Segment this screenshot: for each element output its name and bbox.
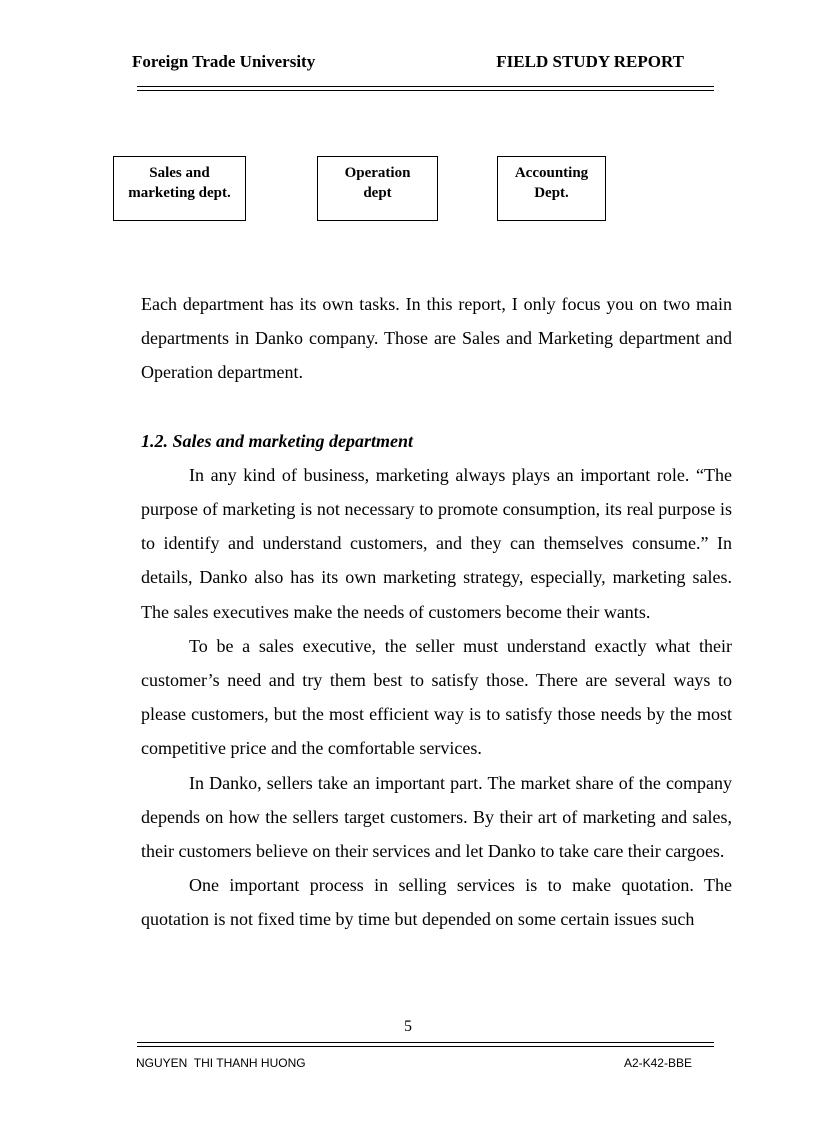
footer-divider xyxy=(137,1042,714,1047)
body-paragraph: In Danko, sellers take an important part. The market share of the company depends on how the sellers target customers. By their art of marketing and sales, their customers believe on their services and let Danko to take care their cargoes. xyxy=(141,772,732,862)
author-name: NGUYEN THI THANH HUONG xyxy=(136,1056,306,1070)
report-body xyxy=(141,287,732,937)
header-divider xyxy=(137,86,714,91)
university-name: Foreign Trade University xyxy=(132,52,316,71)
sales-marketing-dept-box xyxy=(113,156,246,221)
dept-box-label-line: Operation xyxy=(344,165,411,181)
operation-dept-box xyxy=(317,156,438,221)
intro-paragraph: Each department has its own tasks. In this report, I only focus you on two main departments in Danko company. Those are Sales and Marketing department and Operation department. xyxy=(141,294,732,383)
dept-box-label-line: dept xyxy=(363,185,392,201)
paragraph-spacer xyxy=(141,390,732,424)
dept-box-label-line: Dept. xyxy=(534,185,569,201)
body-paragraph: To be a sales executive, the seller must understand exactly what their customer’s need and try them best to satisfy those. There are several ways to please customers, but the most efficient way is to satisfy those needs by the most competitive price and the comfortable services. xyxy=(141,635,732,759)
dept-box-label-line: Accounting xyxy=(514,165,589,181)
dept-box-label-line: Sales and xyxy=(149,165,210,181)
page-header xyxy=(132,52,684,76)
section-heading: 1.2. Sales and marketing department xyxy=(141,430,414,451)
dept-box-label-line: marketing dept. xyxy=(128,185,231,201)
page-number: 5 xyxy=(404,1018,412,1035)
accounting-dept-box xyxy=(497,156,606,221)
body-paragraph: One important process in selling services is to make quotation. The quotation is not fixed time by time but depended on some certain issues such xyxy=(141,875,732,930)
class-code: A2-K42-BBE xyxy=(623,1056,692,1070)
report-title: FIELD STUDY REPORT xyxy=(496,52,684,71)
body-paragraph: In any kind of business, marketing always plays an important role. “The purpose of marketing is not necessary to promote consumption, its real purpose is to identify and understand customers, and they can themselves consume.” In details, Danko also has its own marketing strategy, especially, marketing sales. The sales executives make the needs of customers become their wants. xyxy=(141,464,732,622)
